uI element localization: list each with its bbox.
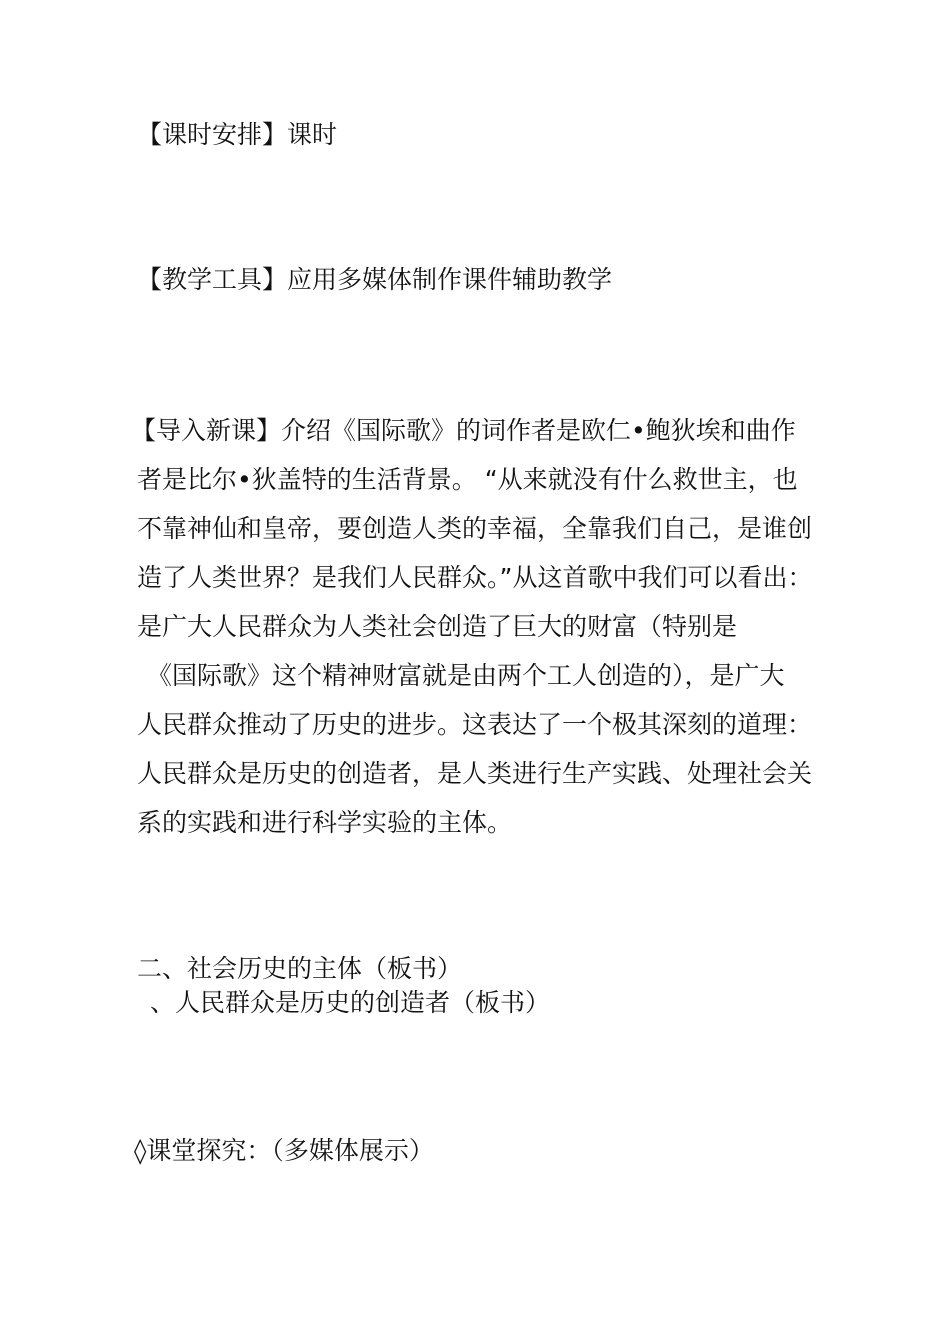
intro-line: 人民群众是历史的创造者，是人类进行生产实践、处理社会关: [137, 759, 813, 788]
intro-line: 系的实践和进行科学实验的主体。: [137, 808, 513, 837]
teaching-tools-line: 【教学工具】应用多媒体制作课件辅助教学: [137, 265, 613, 294]
intro-line: 《国际歌》这个精神财富就是由两个工人创造的），是广大: [147, 661, 785, 690]
intro-line: 者是比尔•狄盖特的生活背景。 “从来就没有什么救世主，也: [137, 465, 798, 494]
intro-paragraph: [131, 406, 842, 847]
classroom-inquiry-line: ◊课堂探究：（多媒体展示）: [134, 1136, 434, 1165]
section-heading: 二、社会历史的主体（板书）: [137, 954, 463, 983]
intro-line: 不靠神仙和皇帝，要创造人类的幸福，全靠我们自己，是谁创: [137, 514, 813, 543]
intro-line: 造了人类世界？是我们人民群众。”从这首歌中我们可以看出：: [137, 563, 813, 592]
intro-line: 【导入新课】介绍《国际歌》的词作者是欧仁•鲍狄埃和曲作: [131, 416, 796, 445]
schedule-line: 【课时安排】课时: [137, 120, 338, 149]
intro-line: 人民群众推动了历史的进步。这表达了一个极其深刻的道理：: [137, 710, 813, 739]
subsection-heading: 、人民群众是历史的创造者（板书）: [150, 988, 551, 1017]
intro-line: 是广大人民群众为人类社会创造了巨大的财富（特别是: [137, 612, 738, 641]
